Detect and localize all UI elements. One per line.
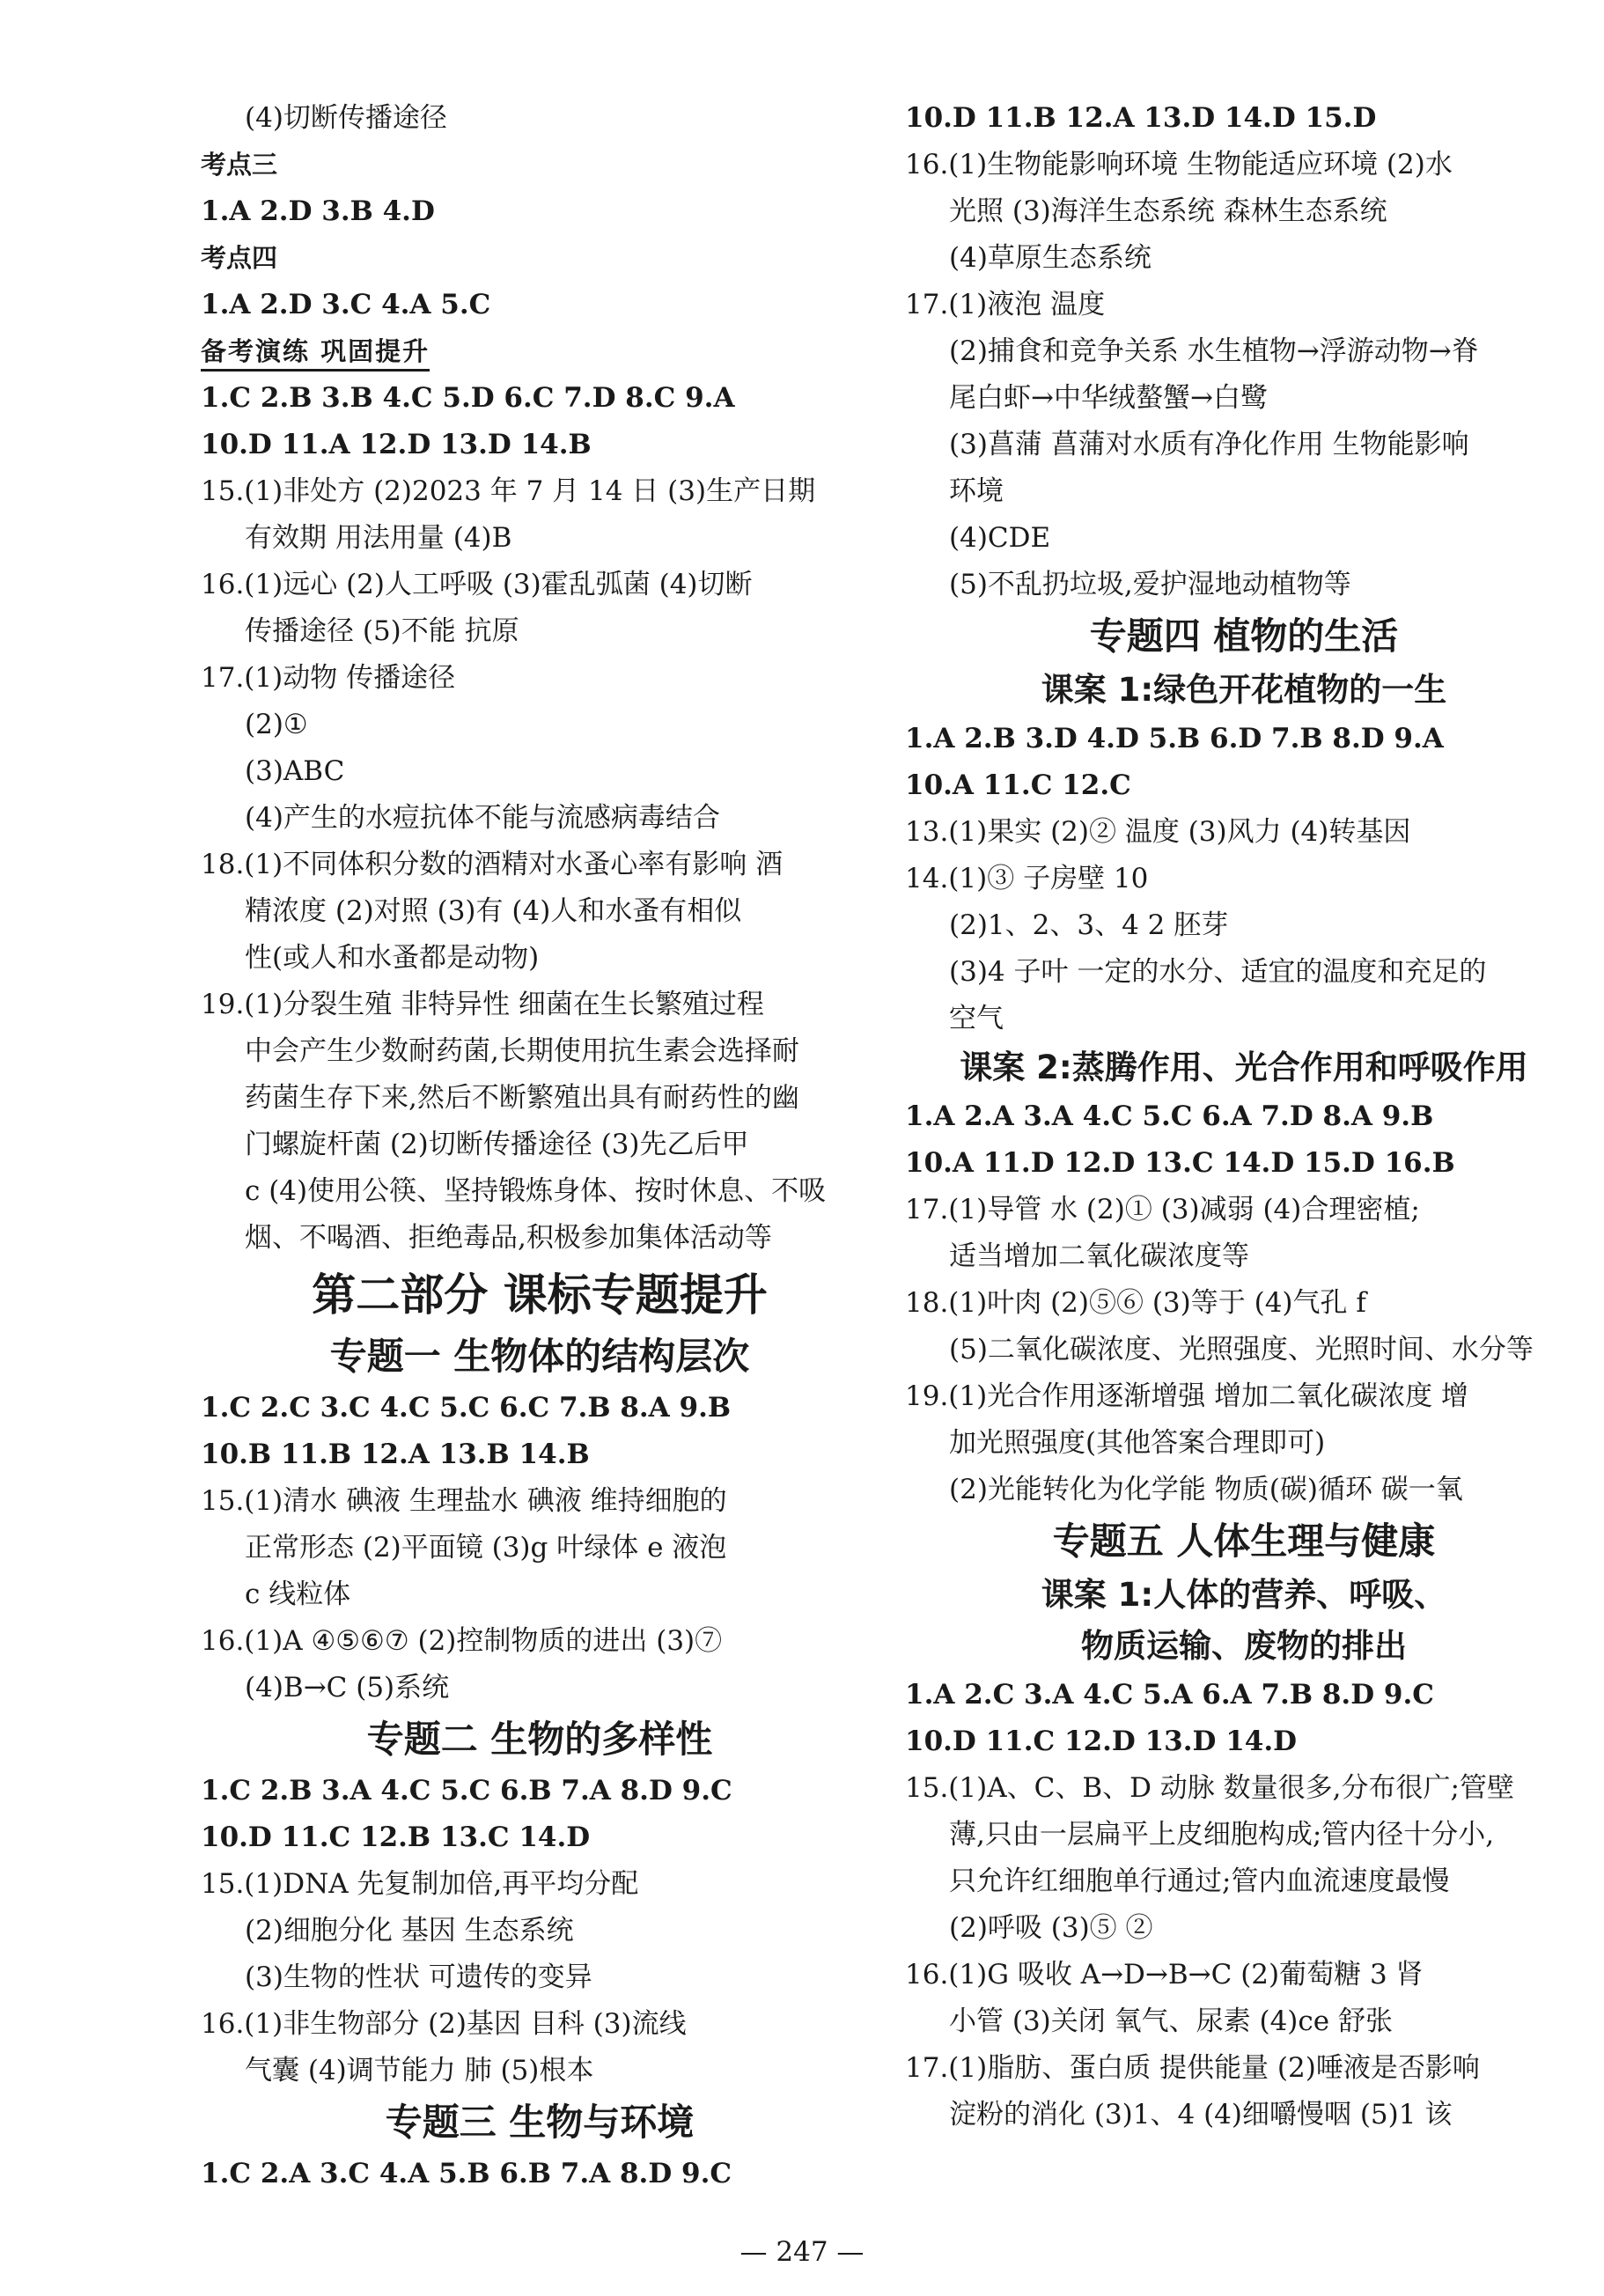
answer-line: 10.D 11.C 12.D 13.D 14.D xyxy=(905,1726,1298,1757)
answer-text-line: (4)B→C (5)系统 xyxy=(245,1672,450,1704)
practice-label-text: 备考演练 巩固提升 xyxy=(201,334,430,372)
answer-line: 10.D 11.B 12.A 13.D 14.D 15.D xyxy=(905,102,1377,134)
answer-line: 1.C 2.A 3.C 4.A 5.B 6.B 7.A 8.D 9.C xyxy=(201,2158,732,2189)
topic-heading: 专题一 生物体的结构层次 xyxy=(329,1335,750,1378)
answer-text-line: 15.(1)DNA 先复制加倍,再平均分配 xyxy=(201,1868,639,1900)
answer-line: 1.C 2.B 3.B 4.C 5.D 6.C 7.D 8.C 9.A xyxy=(201,382,735,414)
answer-text-line: 16.(1)生物能影响环境 生物能适应环境 (2)水 xyxy=(905,149,1453,180)
topic-heading: 专题二 生物的多样性 xyxy=(366,1718,713,1761)
answer-text-line: 光照 (3)海洋生态系统 森林生态系统 xyxy=(949,195,1387,227)
answer-text-line: 18.(1)叶肉 (2)⑤⑥ (3)等于 (4)气孔 f xyxy=(905,1287,1366,1319)
answer-text-line: 药菌生存下来,然后不断繁殖出具有耐药性的幽 xyxy=(245,1082,799,1114)
answer-text-line: 淀粉的消化 (3)1、4 (4)细嚼慢咽 (5)1 该 xyxy=(949,2099,1453,2130)
answer-text-line: 16.(1)远心 (2)人工呼吸 (3)霍乱弧菌 (4)切断 xyxy=(201,569,753,600)
answer-text-line: 小管 (3)关闭 氧气、尿素 (4)ce 舒张 xyxy=(949,2005,1393,2037)
answer-text-line: 13.(1)果实 (2)② 温度 (3)风力 (4)转基因 xyxy=(905,816,1411,848)
lesson-heading: 课案 1:人体的营养、呼吸、 xyxy=(1041,1576,1447,1614)
lesson-heading: 课案 1:绿色开花植物的一生 xyxy=(1041,671,1447,709)
topic-heading: 专题五 人体生理与健康 xyxy=(1052,1520,1436,1563)
practice-label xyxy=(201,328,879,375)
section-label: 考点三 xyxy=(201,150,278,180)
answer-text-line: 性(或人和水蚤都是动物) xyxy=(245,942,540,974)
answer-text-line: 烟、不喝酒、拒绝毒品,积极参加集体活动等 xyxy=(245,1222,772,1254)
page-number: — 247 — xyxy=(739,2236,865,2268)
answer-text-line: 正常形态 (2)平面镜 (3)g 叶绿体 e 液泡 xyxy=(245,1532,727,1564)
answer-line: 10.D 11.A 12.D 13.D 14.B xyxy=(201,429,592,460)
answer-text-line: (4)切断传播途径 xyxy=(245,102,447,134)
lesson-heading: 物质运输、废物的排出 xyxy=(1081,1627,1407,1665)
answer-text-line: 18.(1)不同体积分数的酒精对水蚤心率有影响 酒 xyxy=(201,849,784,880)
answer-line: 10.A 11.C 12.C xyxy=(905,769,1131,801)
answer-text-line: (5)不乱扔垃圾,爱护湿地动植物等 xyxy=(949,569,1351,600)
answer-text-line: 17.(1)动物 传播途径 xyxy=(201,662,456,694)
answer-text-line: (3)菖蒲 菖蒲对水质有净化作用 生物能影响 xyxy=(949,429,1469,460)
answer-text-line: (3)ABC xyxy=(245,755,345,787)
answer-text-line: (4)产生的水痘抗体不能与流感病毒结合 xyxy=(245,802,720,834)
answer-text-line: 16.(1)非生物部分 (2)基因 目科 (3)流线 xyxy=(201,2008,687,2040)
answer-line: 1.A 2.B 3.D 4.D 5.B 6.D 7.B 8.D 9.A xyxy=(905,723,1444,754)
answer-text-line: 15.(1)清水 碘液 生理盐水 碘液 维持细胞的 xyxy=(201,1485,727,1517)
answer-line: 1.A 2.C 3.A 4.C 5.A 6.A 7.B 8.D 9.C xyxy=(905,1679,1434,1711)
answer-text-line: 17.(1)导管 水 (2)① (3)减弱 (4)合理密植; xyxy=(905,1194,1420,1225)
answer-text-line: 尾白虾→中华绒螯蟹→白鹭 xyxy=(949,382,1268,414)
answer-text-line: 空气 xyxy=(949,1003,1004,1034)
answer-line: 1.A 2.D 3.B 4.D xyxy=(201,195,435,227)
left-column xyxy=(201,95,879,2197)
answer-line: 10.B 11.B 12.A 13.B 14.B xyxy=(201,1439,590,1470)
topic-heading: 专题三 生物与环境 xyxy=(385,2101,695,2144)
answer-text-line: 精浓度 (2)对照 (3)有 (4)人和水蚤有相似 xyxy=(245,895,742,927)
answer-text-line: (3)4 子叶 一定的水分、适宜的温度和充足的 xyxy=(949,956,1487,988)
answer-line: 1.C 2.C 3.C 4.C 5.C 6.C 7.B 8.A 9.B xyxy=(201,1392,732,1424)
answer-text-line: (2)捕食和竞争关系 水生植物→浮游动物→脊 xyxy=(949,335,1479,367)
answer-text-line: c 线粒体 xyxy=(245,1578,351,1610)
answer-text-line: 气囊 (4)调节能力 肺 (5)根本 xyxy=(245,2055,594,2086)
lesson-heading: 课案 2:蒸腾作用、光合作用和呼吸作用 xyxy=(960,1049,1528,1086)
answer-text-line: 15.(1)A、C、B、D 动脉 数量很多,分布很广;管壁 xyxy=(905,1772,1514,1804)
answer-text-line: 薄,只由一层扁平上皮细胞构成;管内径十分小, xyxy=(949,1819,1495,1851)
answer-text-line: 16.(1)G 吸收 A→D→B→C (2)葡萄糖 3 肾 xyxy=(905,1959,1424,1991)
answer-text-line: (2)光能转化为化学能 物质(碳)循环 碳一氧 xyxy=(949,1474,1463,1505)
answer-text-line: 环境 xyxy=(949,475,1004,507)
answer-text-line: (4)CDE xyxy=(949,522,1051,554)
topic-heading: 专题四 植物的生活 xyxy=(1089,614,1399,658)
answer-text-line: 门螺旋杆菌 (2)切断传播途径 (3)先乙后甲 xyxy=(245,1129,749,1160)
answer-text-line: 15.(1)非处方 (2)2023 年 7 月 14 日 (3)生产日期 xyxy=(201,475,816,507)
answer-text-line: 16.(1)A ④⑤⑥⑦ (2)控制物质的进出 (3)⑦ xyxy=(201,1625,723,1657)
answer-text-line: (3)生物的性状 可遗传的变异 xyxy=(245,1961,592,1993)
part-heading: 第二部分 课标专题提升 xyxy=(312,1269,768,1321)
answer-text-line: 传播途径 (5)不能 抗原 xyxy=(245,615,519,647)
answer-text-line: 加光照强度(其他答案合理即可) xyxy=(949,1427,1326,1459)
answer-text-line: 适当增加二氧化碳浓度等 xyxy=(949,1240,1249,1272)
section-label: 考点四 xyxy=(201,243,278,273)
answer-line: 10.A 11.D 12.D 13.C 14.D 15.D 16.B xyxy=(905,1147,1455,1179)
answer-text-line: 17.(1)液泡 温度 xyxy=(905,289,1106,320)
answer-line: 10.D 11.C 12.B 13.C 14.D xyxy=(201,1821,591,1853)
answer-text-line: c (4)使用公筷、坚持锻炼身体、按时休息、不吸 xyxy=(245,1175,827,1207)
answer-text-line: 17.(1)脂肪、蛋白质 提供能量 (2)唾液是否影响 xyxy=(905,2052,1480,2084)
answer-text-line: (2)呼吸 (3)⑤ ② xyxy=(949,1912,1153,1944)
answer-line: 1.C 2.B 3.A 4.C 5.C 6.B 7.A 8.D 9.C xyxy=(201,1775,732,1807)
answer-text-line: (2)细胞分化 基因 生态系统 xyxy=(245,1915,574,1946)
answer-text-line: 有效期 用法用量 (4)B xyxy=(245,522,512,554)
answer-text-line: 只允许红细胞单行通过;管内血流速度最慢 xyxy=(949,1866,1450,1897)
answer-text-line: (5)二氧化碳浓度、光照强度、光照时间、水分等 xyxy=(949,1334,1534,1365)
answer-text-line: 14.(1)③ 子房壁 10 xyxy=(905,863,1149,894)
answer-line: 1.A 2.A 3.A 4.C 5.C 6.A 7.D 8.A 9.B xyxy=(905,1100,1434,1132)
answer-text-line: (4)草原生态系统 xyxy=(949,242,1151,274)
answer-text-line: 19.(1)分裂生殖 非特异性 细菌在生长繁殖过程 xyxy=(201,989,764,1020)
right-column xyxy=(905,95,1583,2138)
answer-line: 1.A 2.D 3.C 4.A 5.C xyxy=(201,289,491,320)
answer-text-line: (2)1、2、3、4 2 胚芽 xyxy=(949,909,1229,941)
answer-text-line: (2)① xyxy=(245,709,308,740)
answer-text-line: 中会产生少数耐药菌,长期使用抗生素会选择耐 xyxy=(245,1035,799,1067)
answer-text-line: 19.(1)光合作用逐渐增强 增加二氧化碳浓度 增 xyxy=(905,1380,1468,1412)
